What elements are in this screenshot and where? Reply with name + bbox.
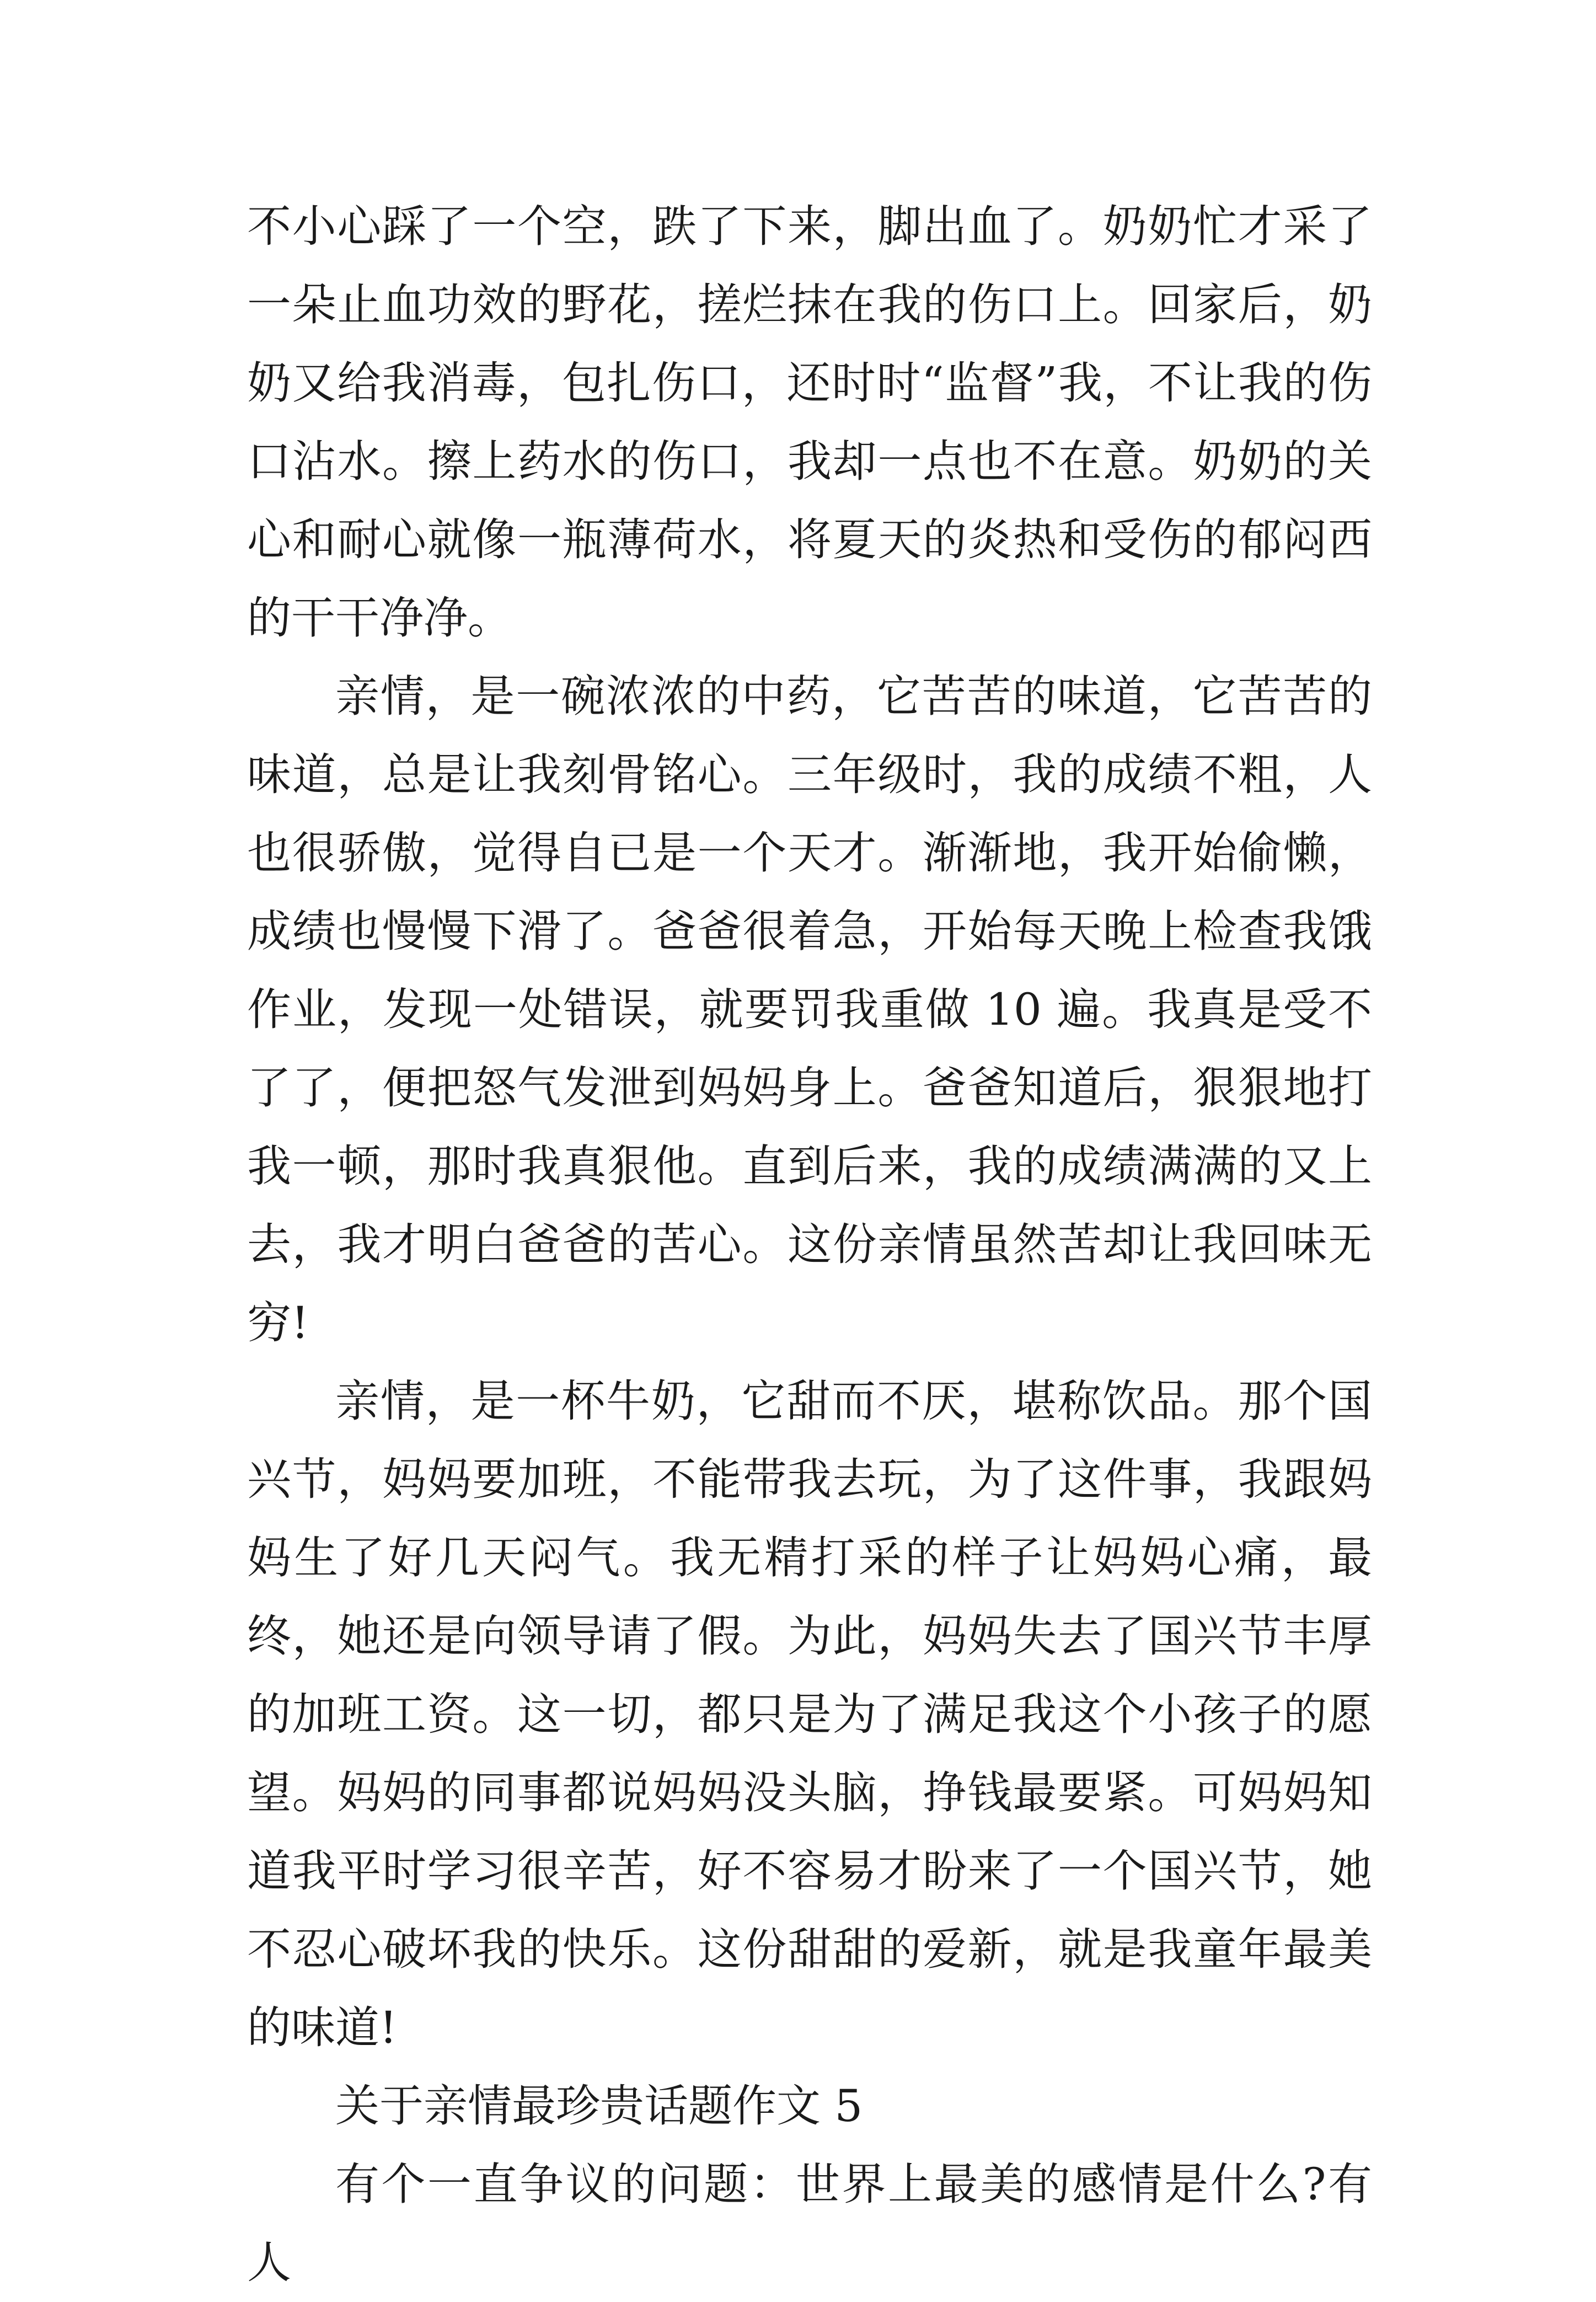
paragraph-chinese-medicine: 亲情，是一碗浓浓的中药，它苦苦的味道，它苦苦的味道，总是让我刻骨铭心。三年级时，我的成绩不粗，人也很骄傲，觉得自已是一个天才。渐渐地，我开始偷懒，成绩也慢慢下滑了。爸爸很着急，开始每天晚上检查我饿作业，发现一处错误，就要罚我重做 10 遍。我真是受不了了，便把怒气发泄到妈妈身上。爸爸知道后，狠狠地打我一顿，那时我真狠他。直到后来，我的成绩满满的又上去，我才明白爸爸的苦心。这份亲情虽然苦却让我回味无穷! — [247, 671, 1372, 1348]
essay-title: 关于亲情最珍贵话题作文 5 — [335, 2080, 863, 2132]
essay-body — [247, 188, 1372, 2302]
paragraph-continuation: 不小心踩了一个空，跌了下来，脚出血了。奶奶忙才采了一朵止血功效的野花，搓烂抹在我的伤口上。回家后，奶奶又给我消毒，包扎伤口，还时时“监督”我，不让我的伤口沾水。擦上药水的伤口，我却一点也不在意。奶奶的关心和耐心就像一瓶薄荷水，将夏天的炎热和受伤的郁闷西的干干净净。 — [247, 201, 1372, 644]
paragraph-question: 有个一直争议的问题：世界上最美的感情是什么?有人 — [247, 2159, 1372, 2288]
paragraph-milk: 亲情，是一杯牛奶，它甜而不厌，堪称饮品。那个国兴节，妈妈要加班，不能带我去玩，为了这件事，我跟妈妈生了好几天闷气。我无精打采的样子让妈妈心痛，最终，她还是向领导请了假。为此，妈妈失去了国兴节丰厚的加班工资。这一切，都只是为了满足我这个小孩子的愿望。妈妈的同事都说妈妈没头脑，挣钱最要紧。可妈妈知道我平时学习很辛苦，好不容易才盼来了一个国兴节，她不忍心破坏我的快乐。这份甜甜的爱新，就是我童年最美的味道! — [247, 1375, 1372, 2053]
